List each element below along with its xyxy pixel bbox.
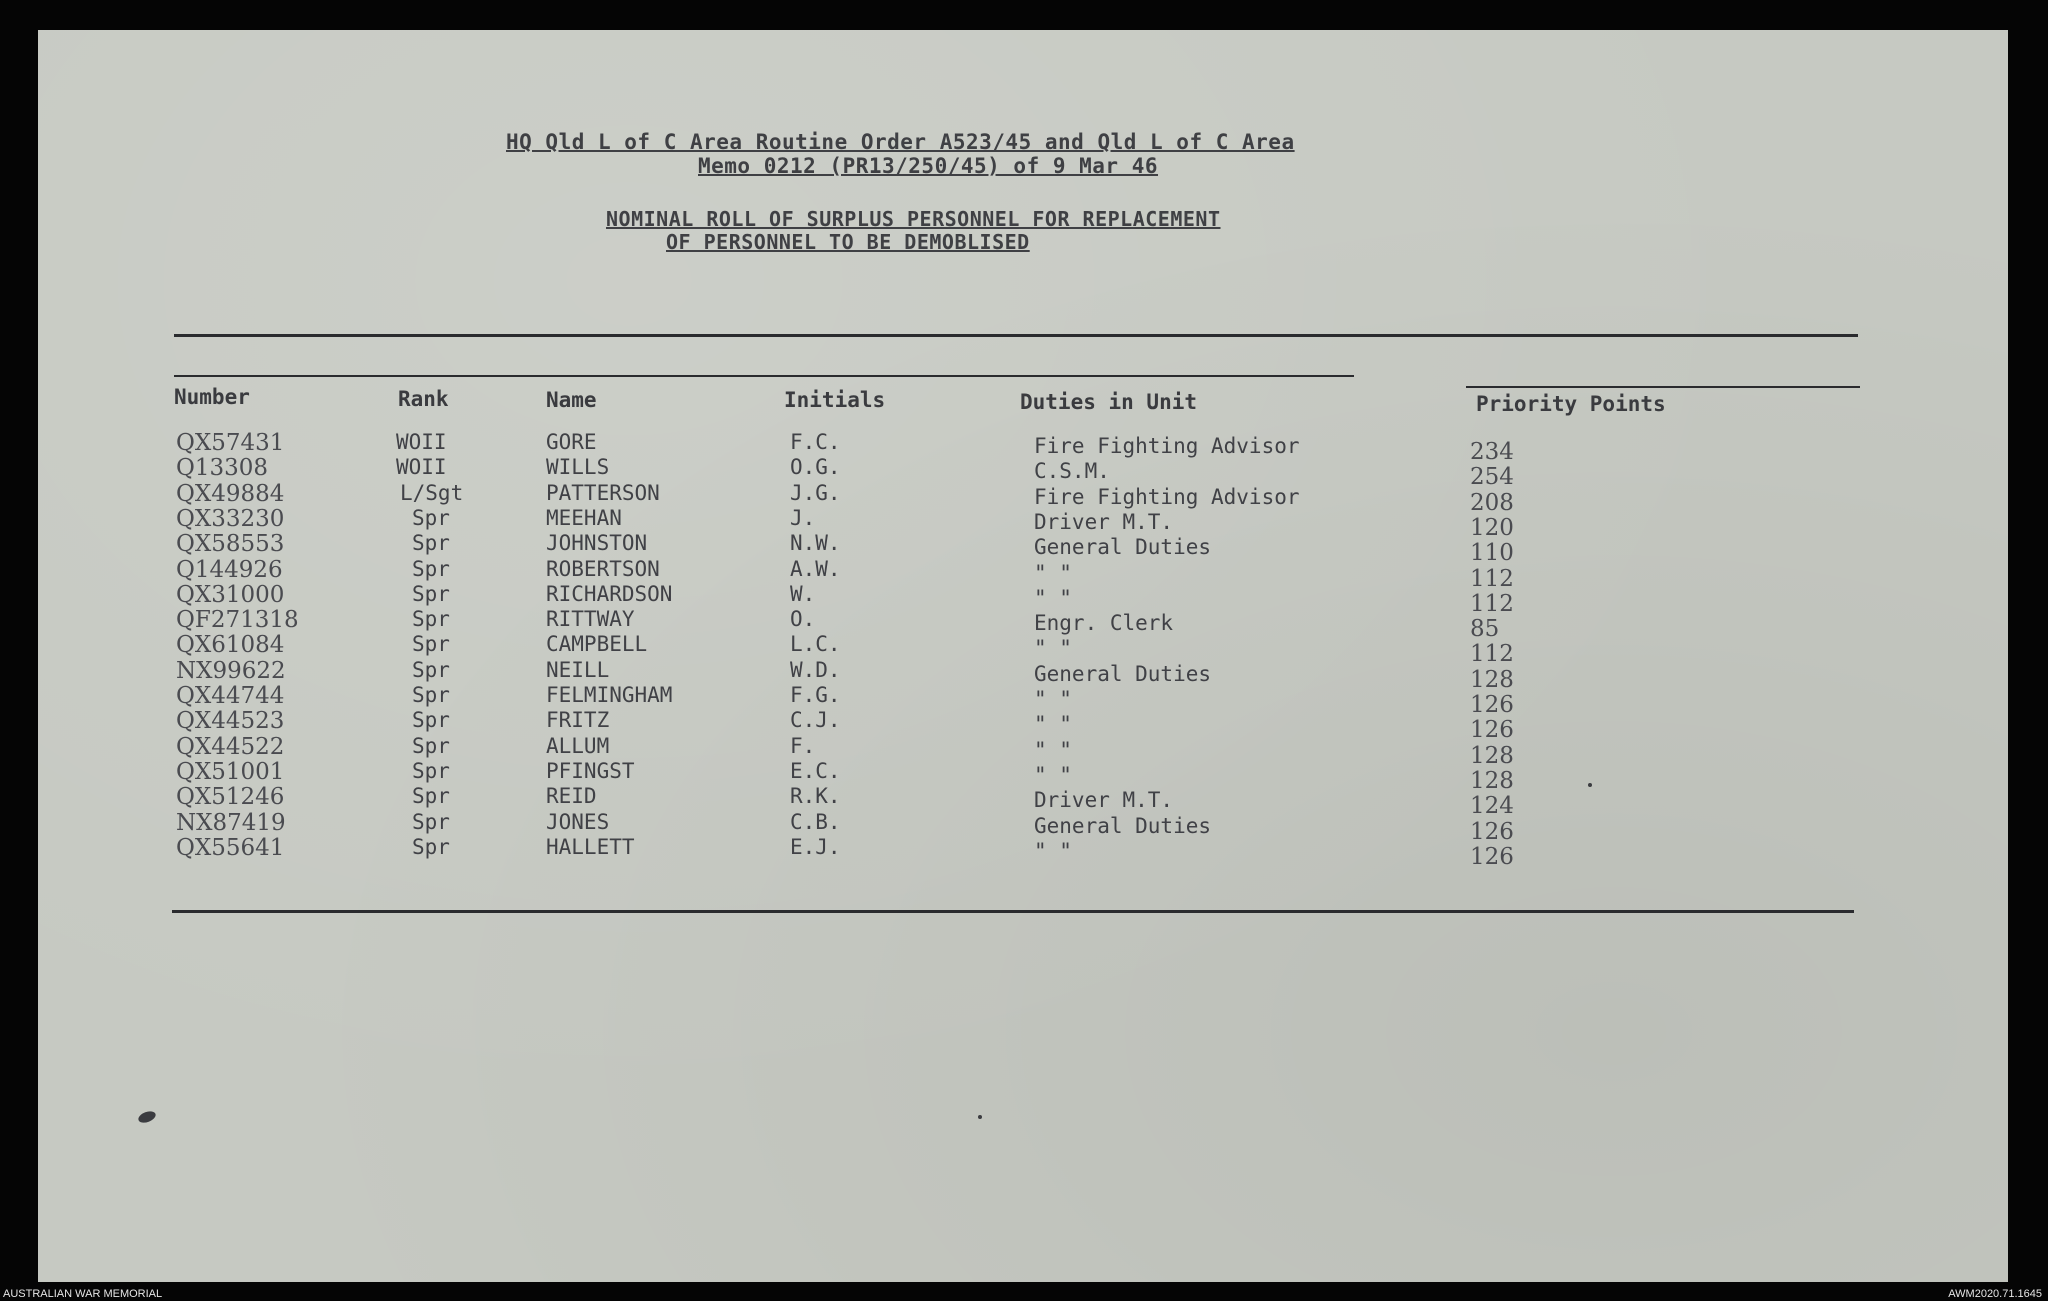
cell-number: QX61084 — [176, 632, 285, 659]
cell-number: QX44523 — [176, 708, 285, 735]
cell-name: ROBERTSON — [546, 556, 660, 581]
cell-duties: " " — [1034, 762, 1072, 787]
cell-initials: C.J. — [790, 708, 841, 733]
cell-duties: General Duties — [1034, 813, 1212, 838]
cell-duties: General Duties — [1034, 661, 1212, 686]
cell-rank: Spr — [412, 581, 450, 606]
cell-duties: Driver M.T. — [1034, 788, 1174, 813]
cell-initials: C.B. — [790, 809, 841, 834]
cell-rank: WOII — [396, 430, 447, 454]
cell-rank: Spr — [412, 607, 450, 632]
cell-rank: Spr — [412, 505, 450, 530]
cell-rank: Spr — [412, 834, 450, 859]
ink-speck — [978, 1115, 982, 1119]
cell-points: 126 — [1470, 692, 1514, 718]
cell-number: Q144926 — [176, 556, 283, 583]
column-header-duties: Duties in Unit — [1020, 390, 1198, 414]
column-header-points: Priority Points — [1476, 392, 1666, 416]
cell-initials: J. — [790, 505, 816, 530]
cell-name: REID — [546, 784, 597, 809]
table-bottom-rule — [172, 910, 1854, 913]
cell-rank: Spr — [412, 632, 450, 657]
table-top-rule — [174, 334, 1858, 337]
cell-points: 254 — [1470, 464, 1514, 491]
title-line-2: Memo 0212 (PR13/250/45) of 9 Mar 46 — [698, 154, 1159, 178]
ink-blot — [137, 1109, 157, 1125]
cell-duties: Engr. Clerk — [1034, 611, 1174, 636]
cell-duties: Fire Fighting Advisor — [1034, 434, 1300, 458]
cell-initials: F.C. — [790, 430, 841, 454]
cell-duties: " " — [1034, 687, 1072, 711]
cell-points: 126 — [1470, 818, 1514, 845]
cell-points: 112 — [1470, 590, 1514, 617]
cell-rank: Spr — [412, 758, 450, 783]
cell-name: GORE — [546, 430, 597, 454]
cell-rank: WOII — [396, 455, 447, 480]
cell-rank: L/Sgt — [400, 480, 464, 505]
cell-name: MEEHAN — [546, 505, 622, 530]
cell-duties: Driver M.T. — [1034, 509, 1174, 534]
cell-number: QX55641 — [176, 834, 285, 861]
subtitle-line-1: NOMINAL ROLL OF SURPLUS PERSONNEL FOR REPLACEMENT — [606, 207, 1221, 231]
cell-rank: Spr — [412, 657, 450, 682]
column-header-number: Number — [174, 385, 250, 409]
column-header-rank: Rank — [398, 387, 449, 411]
cell-rank: Spr — [412, 733, 450, 758]
cell-points: 126 — [1470, 717, 1514, 744]
cell-initials: W. — [790, 581, 816, 606]
cell-initials: J.G. — [790, 480, 841, 505]
cell-name: PATTERSON — [546, 480, 660, 505]
column-header-name: Name — [546, 388, 597, 412]
cell-points: 120 — [1470, 514, 1514, 541]
cell-number: QX33230 — [176, 505, 285, 532]
cell-name: NEILL — [546, 657, 610, 682]
cell-points: 208 — [1470, 489, 1514, 516]
cell-points: 128 — [1470, 666, 1514, 693]
cell-number: QX44522 — [176, 733, 285, 760]
cell-points: 110 — [1470, 540, 1514, 567]
cell-initials: W.D. — [790, 657, 841, 682]
cell-number: QX57431 — [176, 430, 285, 456]
header-underline-right — [1466, 386, 1860, 388]
cell-rank: Spr — [412, 683, 450, 707]
cell-points: 128 — [1470, 742, 1514, 769]
cell-rank: Spr — [412, 556, 450, 581]
cell-duties: " " — [1034, 560, 1072, 585]
cell-name: JOHNSTON — [546, 531, 648, 556]
column-header-initials: Initials — [784, 388, 886, 412]
cell-name: WILLS — [546, 455, 610, 480]
cell-points: 128 — [1470, 767, 1514, 794]
header-underline-left — [174, 375, 1354, 377]
cell-number: QX58553 — [176, 531, 285, 558]
cell-name: CAMPBELL — [546, 632, 648, 657]
cell-duties: " " — [1034, 712, 1072, 737]
cell-name: PFINGST — [546, 758, 635, 783]
cell-initials: O.G. — [790, 455, 841, 480]
cell-initials: F. — [790, 733, 816, 758]
ink-speck — [1588, 783, 1592, 787]
paper-sheet — [38, 30, 2008, 1282]
cell-initials: F.G. — [790, 683, 841, 707]
cell-name: RICHARDSON — [546, 581, 673, 606]
cell-points: 124 — [1470, 793, 1514, 820]
cell-number: QX51246 — [176, 784, 285, 811]
cell-number: QX51001 — [176, 758, 285, 785]
cell-initials: O. — [790, 607, 816, 632]
cell-number: QX31000 — [176, 581, 285, 608]
cell-duties: C.S.M. — [1034, 459, 1110, 484]
title-line-1: HQ Qld L of C Area Routine Order A523/45 and Qld L of C Area — [506, 130, 1295, 154]
cell-duties: General Duties — [1034, 535, 1212, 560]
cell-points: 126 — [1470, 843, 1514, 870]
cell-rank: Spr — [412, 708, 450, 733]
cell-initials: A.W. — [790, 556, 841, 581]
cell-points: 112 — [1470, 641, 1514, 668]
cell-points: 85 — [1470, 616, 1500, 643]
cell-rank: Spr — [412, 531, 450, 556]
cell-initials: L.C. — [790, 632, 841, 657]
cell-name: RITTWAY — [546, 607, 635, 632]
cell-name: HALLETT — [546, 834, 635, 859]
cell-rank: Spr — [412, 809, 450, 834]
cell-name: FRITZ — [546, 708, 610, 733]
cell-number: NX87419 — [176, 809, 286, 836]
cell-points: 234 — [1470, 439, 1514, 465]
subtitle-line-2: OF PERSONNEL TO BE DEMOBLISED — [666, 230, 1030, 254]
cell-number: QX49884 — [176, 480, 285, 507]
cell-duties: Fire Fighting Advisor — [1034, 484, 1300, 509]
cell-name: FELMINGHAM — [546, 683, 673, 707]
footer-credit: AUSTRALIAN WAR MEMORIAL — [3, 1288, 163, 1300]
cell-rank: Spr — [412, 784, 450, 809]
cell-initials: E.C. — [790, 758, 841, 783]
cell-number: QX44744 — [176, 683, 285, 709]
cell-name: ALLUM — [546, 733, 610, 758]
cell-duties: " " — [1034, 585, 1072, 610]
cell-name: JONES — [546, 809, 610, 834]
cell-number: Q13308 — [176, 455, 269, 482]
cell-initials: R.K. — [790, 784, 841, 809]
footer-reference: AWM2020.71.1645 — [1948, 1288, 2042, 1300]
cell-number: NX99622 — [176, 657, 286, 684]
cell-duties: " " — [1034, 737, 1072, 762]
cell-number: QF271318 — [176, 607, 299, 634]
cell-initials: N.W. — [790, 531, 841, 556]
cell-duties: " " — [1034, 636, 1072, 661]
cell-initials: E.J. — [790, 834, 841, 859]
cell-points: 112 — [1470, 565, 1514, 592]
cell-duties: " " — [1034, 838, 1072, 863]
